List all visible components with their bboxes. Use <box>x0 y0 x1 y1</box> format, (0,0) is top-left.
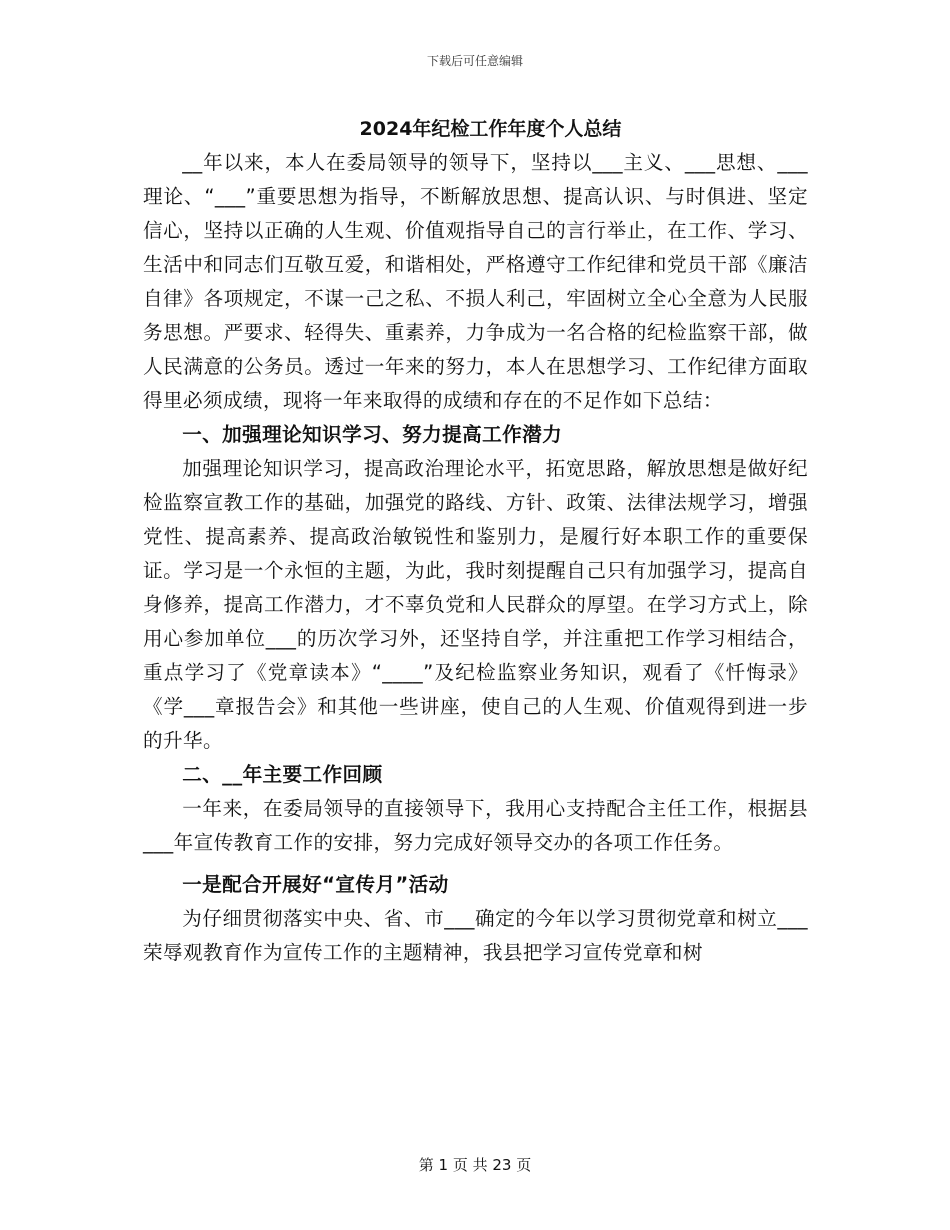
section-2-paragraph: 一年来，在委局领导的直接领导下，我用心支持配合主任工作，根据县___年宣传教育工作的安排，努力完成好领导交办的各项工作任务。 <box>143 797 808 854</box>
section-1-paragraph: 加强理论知识学习，提高政治理论水平，拓宽思路，解放思想是做好纪检监察宣教工作的基础，加强党的路线、方针、政策、法律法规学习，增强党性、提高素养、提高政治敏锐性和鉴别力，是履行好本职工作的重要保证。学习是一个永恒的主题，为此，我时刻提醒自己只有加强学习，提高自身修养，提高工作潜力，才不辜负党和人民群众的厚望。在学习方式上，除用心参加单位___的历次学习外，还坚持自学，并注重把工作学习相结合，重点学习了《党章读本》“____”及纪检监察业务知识，观看了《忏悔录》《学___章报告会》和其他一些讲座，使自己的人生观、价值观得到进一步的升华。 <box>143 457 808 752</box>
section-2-heading: 二、__年主要工作回顾 <box>182 763 383 786</box>
subsection-1-paragraph: 为仔细贯彻落实中央、省、市___确定的今年以学习贯彻党章和树立___荣辱观教育作为宣传工作的主题精神，我县把学习宣传党章和树 <box>143 907 808 964</box>
intro-paragraph: __年以来，本人在委局领导的领导下，坚持以___主义、___思想、___理论、“___”重要思想为指导，不断解放思想、提高认识、与时俱进、坚定信心，坚持以正确的人生观、价值观指导自己的言行举止，在工作、学习、生活中和同志们互敬互爱，和谐相处，严格遵守工作纪律和党员干部《廉洁自律》各项规定，不谋一己之私、不损人利己，牢固树立全心全意为人民服务思想。严要求、轻得失、重素养，力争成为一名合格的纪检监察干部，做人民满意的公务员。透过一年来的努力，本人在思想学习、工作纪律方面取得里必须成绩，现将一年来取得的成绩和存在的不足作如下总结： <box>143 151 808 412</box>
document-title: 2024年纪检工作年度个人总结 <box>359 118 622 140</box>
document-body <box>143 112 808 970</box>
subsection-1-heading: 一是配合开展好“宣传月”活动 <box>182 873 449 896</box>
page-header-note: 下载后可任意编辑 <box>426 54 523 68</box>
section-1-heading: 一、加强理论知识学习、努力提高工作潜力 <box>182 423 563 446</box>
page-number: 第 1 页 共 23 页 <box>418 1156 532 1174</box>
